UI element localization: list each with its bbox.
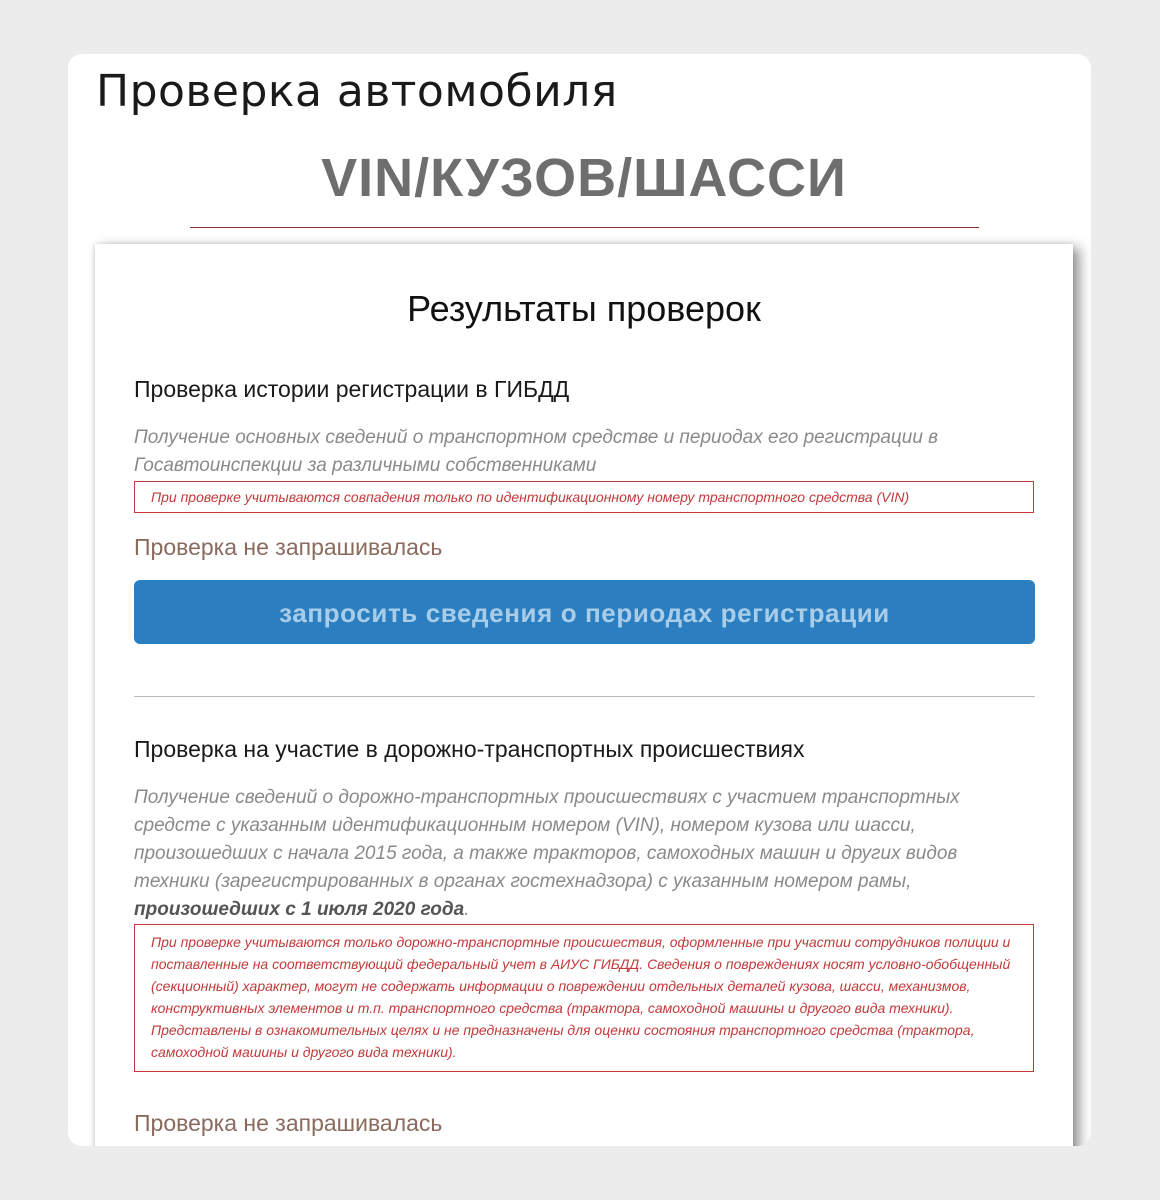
- request-registration-periods-button[interactable]: запросить сведения о периодах регистрации: [134, 580, 1035, 644]
- accidents-description-end: .: [464, 899, 470, 920]
- check-card: [68, 54, 1091, 1146]
- registration-vin-note: При проверке учитываются совпадения только по идентификационному номеру транспортного средства (VIN): [134, 481, 1034, 513]
- accidents-section-title: Проверка на участие в дорожно-транспортных происшествиях: [134, 736, 805, 762]
- registration-section-title: Проверка истории регистрации в ГИБДД: [134, 376, 570, 402]
- heading-underline: [190, 227, 979, 228]
- registration-status: Проверка не запрашивалась: [134, 534, 443, 560]
- results-title: Результаты проверок: [407, 288, 761, 329]
- accidents-note: При проверке учитываются только дорожно-транспортные происшествия, оформленные при участии сотрудников полиции и поставленные на соответствующий федеральный учет в АИУС ГИБДД. Сведения о повреждениях носят условно-обобщенный (секционный) характер, могут не содержать информации о повреждении отдельных деталей кузова, шасси, механизмов, конструктивных элементов и т.п. транспортного средства (трактора, самоходной машины и другого вида техники). Представлены в ознакомительных целях и не предназначены для оценки состояния транспортного средства (трактора, самоходной машины и другого вида техники).: [134, 924, 1034, 1072]
- accidents-status: Проверка не запрашивалась: [134, 1110, 443, 1136]
- results-panel: [95, 244, 1073, 1146]
- registration-section-description: Получение основных сведений о транспортном средстве и периодах его регистрации в Госавтоинспекции за различными собственниками: [134, 427, 939, 476]
- page-title: Проверка автомобиля: [96, 66, 618, 117]
- accidents-description-date: произошедших с 1 июля 2020 года: [134, 899, 465, 920]
- vin-body-chassis-heading: VIN/КУЗОВ/ШАССИ: [321, 148, 847, 208]
- section-divider: [134, 696, 1035, 697]
- accidents-description-text: Получение сведений о дорожно-транспортных происшествиях с участием транспортных средсте с указанным идентификационным номером (VIN), номером кузова или шасси, произошедших с начала 2015 года, а также тракторов, самоходных машин и других видов техники (зарегистрированных в органах гостехнадзора) с указанным номером рамы,: [134, 787, 960, 892]
- accidents-section-description: [134, 784, 1014, 924]
